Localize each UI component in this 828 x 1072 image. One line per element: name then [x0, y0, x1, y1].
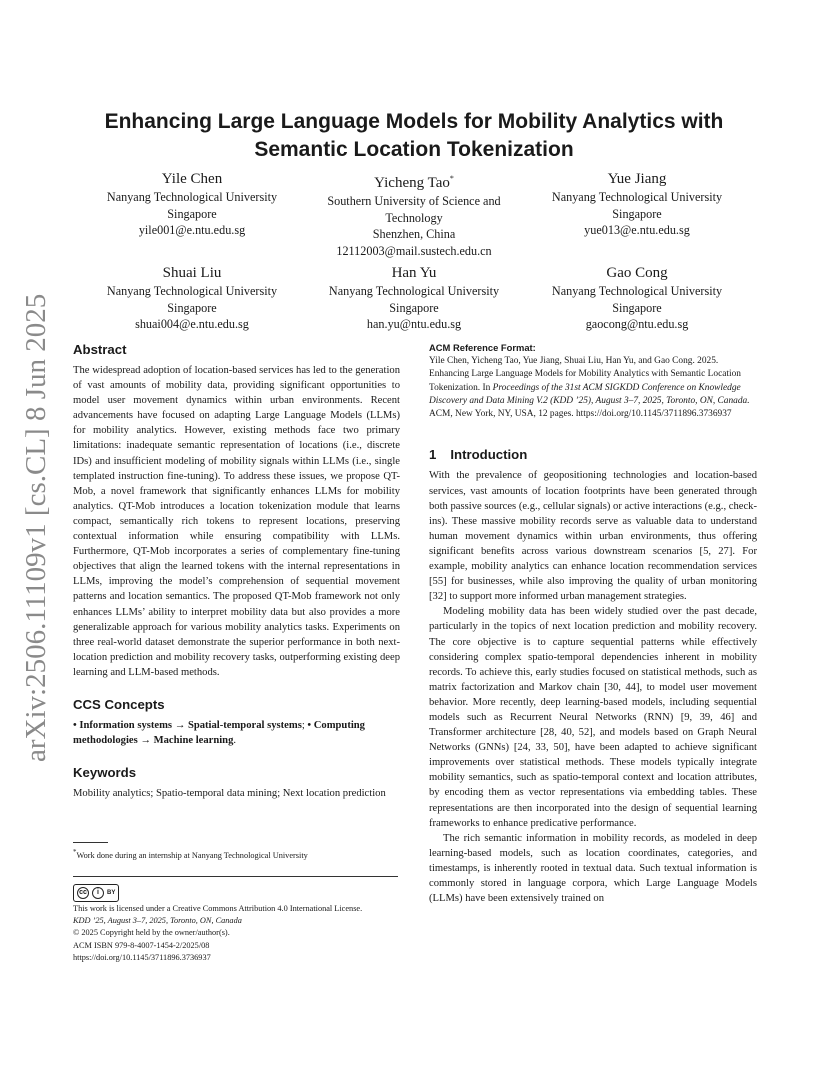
license-rule	[73, 876, 398, 877]
author-name: Yue Jiang	[607, 171, 667, 187]
author-affiliation: Nanyang Technological University	[328, 284, 500, 298]
author-country: Singapore	[389, 300, 439, 315]
footnote-mark: *	[449, 174, 454, 183]
author-affiliation: Nanyang Technological University	[106, 284, 278, 298]
license-text	[73, 903, 413, 964]
right-column	[429, 341, 757, 906]
footnote	[73, 847, 403, 862]
author-email: 12112003@mail.sustech.edu.cn	[336, 243, 492, 258]
cc-by-badge[interactable]	[73, 881, 119, 902]
author-name: Shuai Liu	[162, 265, 222, 281]
author-name-text: Yicheng Tao	[374, 175, 450, 191]
ccs-heading: CCS Concepts	[73, 696, 165, 712]
author-block	[522, 169, 752, 239]
author-location: Shenzhen, China	[372, 227, 456, 241]
author-affiliation: Southern University of Science and	[327, 194, 501, 208]
author-country: Singapore	[167, 300, 217, 315]
arxiv-id: arXiv:2506.11109v1 [cs.CL] 8 Jun 2025	[20, 293, 52, 762]
author-affiliation: Nanyang Technological University	[551, 284, 723, 298]
reference-publisher: ACM, New York, NY, USA, 12 pages. https://doi.org/10.1145/3711896.3736937	[429, 409, 732, 420]
author-name: Han Yu	[391, 265, 437, 281]
section-number: 1	[429, 447, 437, 463]
ccs-end: .	[233, 735, 237, 747]
cc-icon: cc	[77, 887, 89, 899]
left-column	[73, 341, 400, 801]
author-email: han.yu@ntu.edu.sg	[366, 317, 462, 331]
by-label: BY	[107, 889, 116, 896]
ccs-separator: ;	[301, 719, 308, 731]
intro-paragraph: The rich semantic information in mobility records, as modeled in deep learning-based models, such as location coordinates, categories, and timestamps, is inherently rooted in textual data. Such textual information is commonly stored in language corpora, which Large Language Models (LLMs) have been extensively trained on	[429, 832, 757, 905]
author-block	[299, 263, 529, 333]
copyright-line: © 2025 Copyright held by the owner/author(s).	[73, 928, 230, 938]
doi-link[interactable]: https://doi.org/10.1145/3711896.3736937	[73, 952, 211, 962]
keywords-text: Mobility analytics; Spatio-temporal data mining; Next location prediction	[73, 788, 386, 800]
author-country: Singapore	[612, 206, 662, 221]
intro-paragraph: Modeling mobility data has been widely studied over the past decade, particularly in the topics of next location prediction and mobility recovery. The core objective is to capture sequential patterns while effectively considering complex spatio-temporal dependencies inherent in mobility records. To achieve this, early studies focused on statistical methods, such as matrix factorization and Markov chain [30, 44], to model user movement behavior. More recently, deep learning-based models, including sequential models such as Recurrent Neural Networks (RNN) [9, 39, 46] and Transformer architecture [28, 40, 52], and models based on Graph Neural Networks (GNNs) [24, 33, 50], have been adapted to achieve significant improvements over statistical methods. These models typically integrate mobility semantics, such as spatio-temporal context and location attributes, by encoding them as vector representations via embedding tables. These representations are then incorporated into the design of sequential learning frameworks to enhance predicative performance.	[429, 606, 757, 829]
author-country: Singapore	[167, 206, 217, 221]
footnote-text: Work done during an internship at Nanyang Technological University	[76, 850, 308, 860]
title-line-2: Semantic Location Tokenization	[254, 138, 574, 161]
author-country: Singapore	[612, 300, 662, 315]
section-title: Introduction	[450, 447, 528, 463]
acm-reference-heading: ACM Reference Format:	[429, 342, 536, 353]
author-block	[522, 263, 752, 333]
attribution-icon: i	[92, 887, 104, 899]
acm-reference-text	[429, 355, 757, 421]
ccs-item: • Information systems → Spatial-temporal systems	[73, 719, 302, 731]
author-affiliation: Nanyang Technological University	[551, 190, 723, 204]
ccs-concepts	[73, 718, 400, 748]
footnote-rule	[73, 842, 108, 843]
cc-badge	[73, 884, 119, 902]
ccs-item: • Computing methodologies → Machine learning	[73, 719, 365, 747]
author-block	[299, 169, 529, 259]
author-email: gaocong@ntu.edu.sg	[585, 317, 689, 331]
author-block	[77, 263, 307, 333]
intro-paragraph: With the prevalence of geopositioning technologies and location-based services, vast amounts of location footprints have been generated through both passive sources (e.g., cellular signals) or active interactions (e.g., check-ins). These massive mobility records serve as valuable data to understand human movement dynamics within urban environments, thus offering significant benefits across various downstream scenarios [5, 27]. For example, mobility analytics can enhance location recommendation services [55] for businesses, while also improving the quality of urban monitoring [32] to support more informed urban management strategies.	[429, 470, 757, 603]
author-name	[299, 169, 529, 193]
author-affiliation-cont: Technology	[385, 210, 443, 225]
author-block	[77, 169, 307, 239]
paper-title	[0, 108, 828, 164]
author-email: shuai004@e.ntu.edu.sg	[135, 317, 249, 331]
author-affiliation: Nanyang Technological University	[106, 190, 278, 204]
keywords-heading: Keywords	[73, 765, 137, 781]
license-line: This work is licensed under a Creative Commons Attribution 4.0 International License.	[73, 904, 363, 913]
author-name: Gao Cong	[606, 265, 668, 281]
section-heading	[429, 446, 757, 464]
title-line-1: Enhancing Large Language Models for Mobility Analytics with	[104, 110, 724, 133]
isbn-line: ACM ISBN 979-8-4007-1454-2/2025/08	[73, 940, 210, 950]
reference-authors: Yile Chen, Yicheng Tao, Yue Jiang, Shuai Liu, Han Yu, and Gao Cong. 2025. Enhancing Large Language Models for Mobility Analytics with Semantic Location Tokenization. In	[429, 356, 741, 393]
author-email: yue013@e.ntu.edu.sg	[584, 223, 690, 237]
abstract-text: The widespread adoption of location-based services has led to the generation of vast amounts of mobility data, providing significant opportunities to model user movement dynamics within urban environments. Recent advancements have focused on adapting Large Language Models (LLMs) for mobility analytics. However, existing methods face two primary limitations: inadequate semantic representation of locations (i.e., discrete IDs) and insufficient modeling of mobility signals within LLMs (i.e., single templated instruction fine-tuning). To address these issues, we propose QT-Mob, a novel framework that significantly enhances LLMs for mobility analytics. QT-Mob introduces a location tokenization module that learns compact, semantically rich tokens to represent locations, preserving contextual information while ensuring compatibility with LLMs. Furthermore, QT-Mob incorporates a series of complementary fine-tuning objectives that align the learned tokens with the internal representations in LLMs, improving the model’s comprehension of sequential movement patterns and location semantics. The proposed QT-Mob framework not only enhances LLMs’ ability to interpret mobility data but also provides a more generalizable approach for various mobility analytics tasks. Experiments on three real-world dataset demonstrate the superior performance in both next-location prediction and mobility recovery tasks, outperforming existing deep learning and LLM-based methods.	[73, 365, 400, 678]
abstract-heading: Abstract	[73, 342, 127, 357]
author-name: Yile Chen	[161, 171, 223, 187]
acm-reference	[429, 341, 757, 421]
reference-venue: Proceedings of the 31st ACM SIGKDD Conference on Knowledge Discovery and Data Mining V.2 (KDD ’25), August 3–7, 2025, Toronto, ON, Canada.	[429, 382, 750, 406]
footnote-mark: *	[73, 849, 77, 856]
author-email: yile001@e.ntu.edu.sg	[138, 223, 246, 237]
conference-line: KDD ’25, August 3–7, 2025, Toronto, ON, Canada	[73, 916, 242, 926]
